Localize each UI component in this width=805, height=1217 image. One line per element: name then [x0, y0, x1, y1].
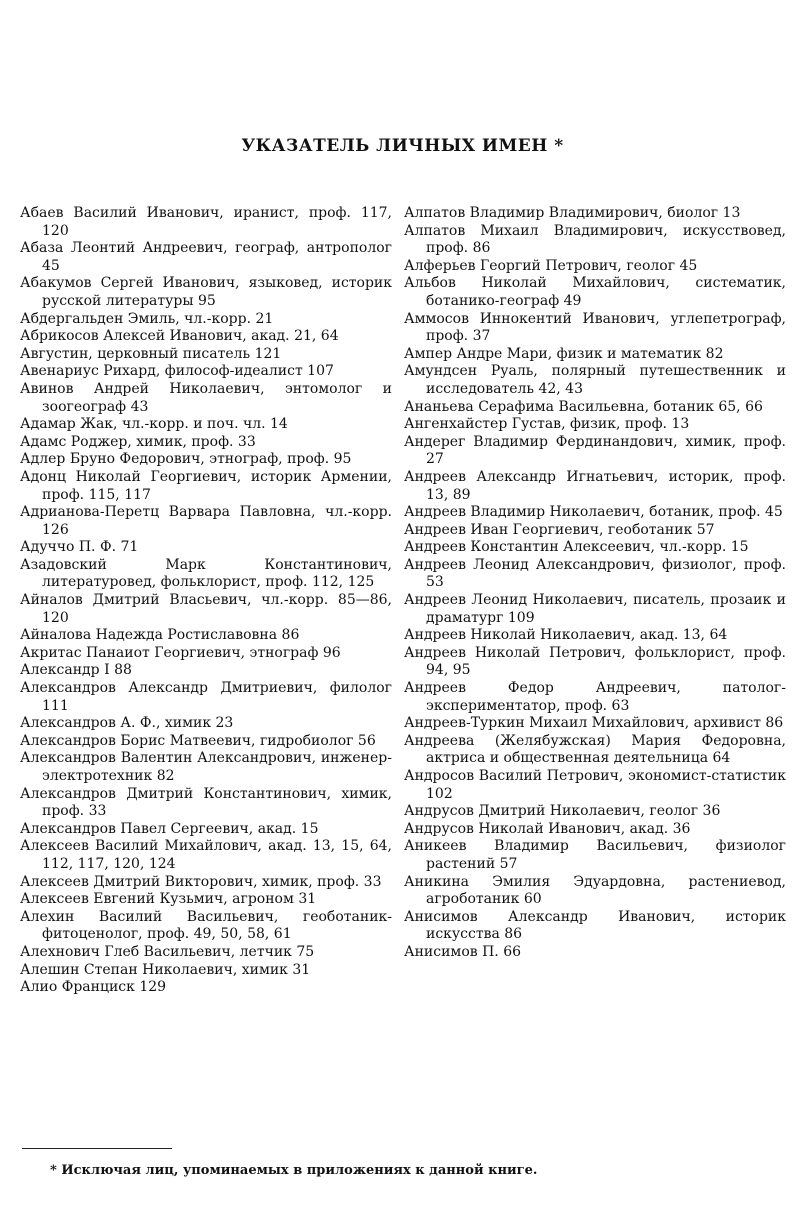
index-entry: Аникеев Владимир Васильевич, физиолог растений 57	[404, 838, 786, 872]
index-entry: Александров Павел Сергеевич, акад. 15	[20, 820, 319, 837]
index-entry: Алексеев Василий Михайлович, акад. 13, 15, 64, 112, 117, 120, 124	[20, 838, 392, 872]
footnote: * Исключая лиц, упоминаемых в приложениях к данной книге.	[50, 1163, 538, 1178]
index-entry: Алешин Степан Николаевич, химик 31	[20, 961, 311, 978]
index-entry: Авенариус Рихард, философ-идеалист 107	[20, 363, 334, 380]
index-entry: Алпатов Владимир Владимирович, биолог 13	[404, 205, 741, 221]
index-entry: Андреева (Желябужская) Мария Федоровна, актриса и общественная деятельница 64	[404, 732, 786, 767]
index-entry: Алехнович Глеб Васильевич, летчик 75	[20, 943, 315, 960]
index-entry: Александров Борис Матвеевич, гидробиолог 56	[20, 732, 376, 749]
index-entry: Адрианова-Перетц Варвара Павловна, чл.-корр. 126	[20, 504, 392, 538]
index-entry: Андреев Леонид Александрович, физиолог, проф. 53	[404, 556, 786, 591]
index-entry: Анисимов П. 66	[404, 943, 522, 960]
index-entry: Адонц Николай Георгиевич, историк Армении, проф. 115, 117	[20, 468, 392, 503]
index-entry: Адуччо П. Ф. 71	[20, 539, 139, 556]
index-entry: Андреев Федор Андреевич, патолог-экспериментатор, проф. 63	[404, 680, 786, 714]
index-entry: Аммосов Иннокентий Иванович, углепетрограф, проф. 37	[404, 310, 786, 345]
index-entry: Александров А. Ф., химик 23	[20, 715, 234, 732]
index-entry: Айналов Дмитрий Власьевич, чл.-корр. 85—86, 120	[20, 592, 392, 626]
index-entry: Александров Александр Дмитриевич, филолог 111	[20, 680, 392, 714]
index-entry: Адамс Роджер, химик, проф. 33	[20, 433, 256, 450]
index-column-right	[404, 205, 786, 962]
index-entry: Амундсен Руаль, полярный путешественник и исследователь 42, 43	[404, 363, 786, 397]
index-entry: Ананьева Серафима Васильевна, ботаник 65, 66	[404, 398, 763, 415]
index-entry: Адлер Бруно Федорович, этнограф, проф. 95	[20, 451, 352, 468]
index-entry: Айналова Надежда Ростиславовна 86	[20, 627, 300, 644]
index-entry: Абаев Василий Иванович, иранист, проф. 117, 120	[20, 205, 392, 239]
index-entry: Александров Дмитрий Константинович, химик, проф. 33	[20, 785, 392, 820]
index-entry: Андреев Владимир Николаевич, ботаник, проф. 45	[404, 504, 783, 521]
index-entry: Андросов Василий Петрович, экономист-статистик 102	[404, 768, 786, 802]
index-entry: Андреев Николай Николаевич, акад. 13, 64	[404, 627, 728, 644]
index-entry: Абаза Леонтий Андреевич, географ, антрополог 45	[20, 240, 392, 274]
index-entry: Алексеев Дмитрий Викторович, химик, проф. 33	[20, 873, 382, 890]
index-entry: Андреев Александр Игнатьевич, историк, проф. 13, 89	[404, 468, 786, 503]
index-entry: Акритас Панаиот Георгиевич, этнограф 96	[20, 644, 341, 661]
index-entry: Александров Валентин Александрович, инженер-электротехник 82	[20, 750, 392, 784]
index-entry: Аникина Эмилия Эдуардовна, растениевод, агроботаник 60	[404, 873, 786, 908]
index-entry: Авинов Андрей Николаевич, энтомолог и зоогеограф 43	[20, 380, 392, 415]
index-entry: Андрусов Николай Иванович, акад. 36	[404, 820, 691, 837]
index-entry: Абдергальден Эмиль, чл.-корр. 21	[20, 310, 274, 327]
footnote-divider	[22, 1148, 172, 1149]
index-entry: Адамар Жак, чл.-корр. и поч. чл. 14	[20, 416, 288, 433]
index-entry: Анисимов Александр Иванович, историк искусства 86	[404, 908, 786, 943]
index-entry: Алехин Василий Васильевич, геоботаник-фитоценолог, проф. 49, 50, 58, 61	[20, 908, 392, 943]
index-entry: Абакумов Сергей Иванович, языковед, историк русской литературы 95	[20, 275, 392, 309]
index-entry: Альбов Николай Михайлович, систематик, ботанико-географ 49	[404, 275, 786, 309]
index-entry: Алексеев Евгений Кузьмич, агроном 31	[20, 891, 317, 908]
index-entry: Андреев-Туркин Михаил Михайлович, архивист 86	[404, 715, 784, 732]
index-entry: Андреев Иван Георгиевич, геоботаник 57	[404, 521, 715, 538]
index-column-left	[20, 205, 392, 997]
index-entry: Алпатов Михаил Владимирович, искусствовед, проф. 86	[404, 222, 786, 257]
index-entry: Августин, церковный писатель 121	[20, 345, 282, 362]
index-entry: Андреев Константин Алексеевич, чл.-корр. 15	[404, 539, 749, 556]
index-entry: Андреев Леонид Николаевич, писатель, прозаик и драматург 109	[404, 592, 786, 626]
index-entry: Александр I 88	[20, 662, 132, 679]
index-entry: Андреев Николай Петрович, фольклорист, проф. 94, 95	[404, 644, 786, 679]
index-entry: Алферьев Георгий Петрович, геолог 45	[404, 257, 698, 274]
index-entry: Абрикосов Алексей Иванович, акад. 21, 64	[20, 328, 339, 345]
index-entry: Андерег Владимир Фердинандович, химик, проф. 27	[404, 433, 786, 468]
index-entry: Азадовский Марк Константинович, литературовед, фольклорист, проф. 112, 125	[20, 556, 392, 591]
page-title: УКАЗАТЕЛЬ ЛИЧНЫХ ИМЕН *	[241, 136, 564, 156]
index-entry: Алио Франциск 129	[20, 979, 167, 996]
index-entry: Ангенхайстер Густав, физик, проф. 13	[404, 416, 690, 433]
index-entry: Ампер Андре Мари, физик и математик 82	[404, 345, 724, 362]
index-entry: Андрусов Дмитрий Николаевич, геолог 36	[404, 803, 721, 820]
